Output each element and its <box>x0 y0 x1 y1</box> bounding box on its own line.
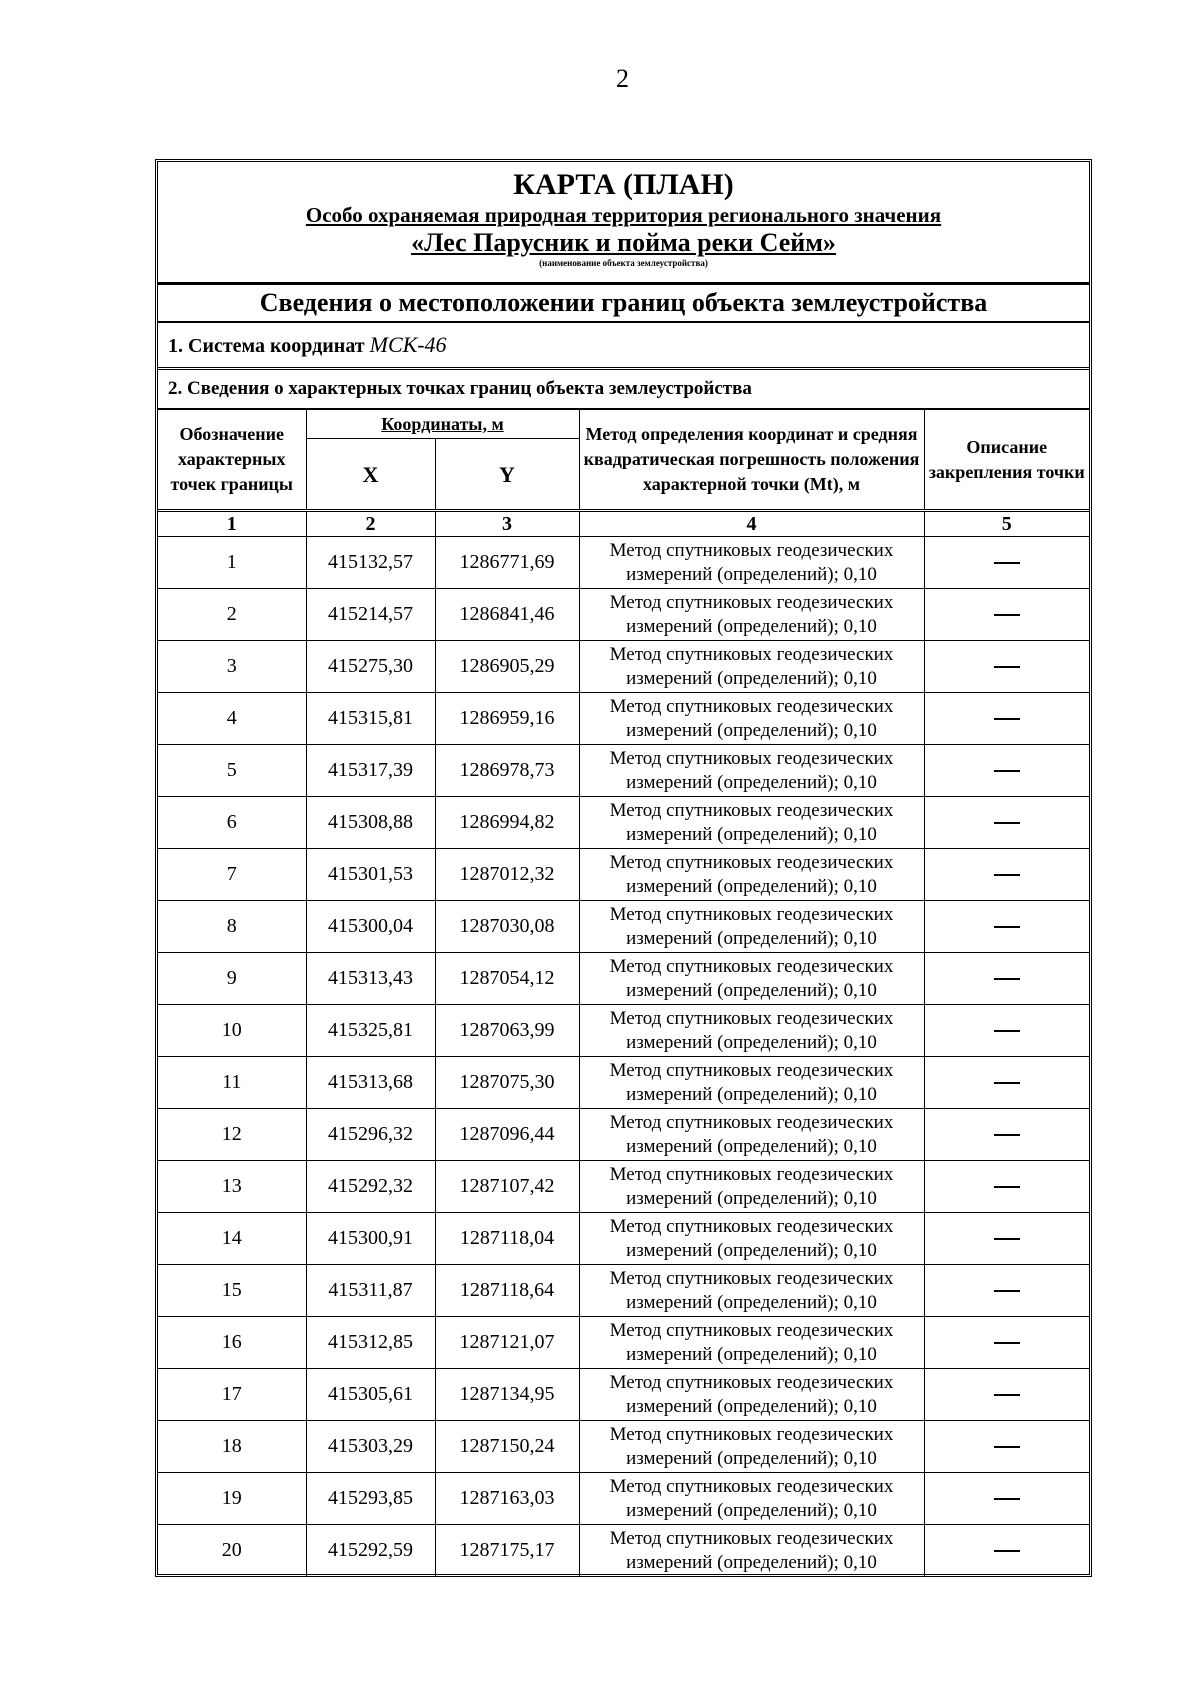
coordinate-x: 415292,59 <box>306 1525 435 1577</box>
point-number: 6 <box>158 797 306 849</box>
column-number: 1 <box>158 511 306 537</box>
method-line: Метод спутниковых геодезических <box>609 643 894 665</box>
method-cell <box>579 1317 924 1369</box>
coordinate-x: 415308,88 <box>306 797 435 849</box>
table-row <box>158 589 1089 641</box>
dash-mark <box>994 614 1020 616</box>
method-cell <box>579 953 924 1005</box>
table-row <box>158 953 1089 1005</box>
table-row <box>158 1525 1089 1577</box>
object-caption: (наименование объекта землеустройства) <box>539 258 708 268</box>
method-cell <box>579 589 924 641</box>
description-cell <box>924 1213 1089 1265</box>
point-number: 2 <box>158 589 306 641</box>
method-cell <box>579 1161 924 1213</box>
dash-mark <box>994 822 1020 824</box>
description-cell <box>924 1265 1089 1317</box>
table-row <box>158 797 1089 849</box>
table-row <box>158 1005 1089 1057</box>
header-x: X <box>306 439 435 511</box>
coordinate-x: 415301,53 <box>306 849 435 901</box>
dash-mark <box>994 1030 1020 1032</box>
point-number: 5 <box>158 745 306 797</box>
table-row <box>158 1369 1089 1421</box>
method-line: Метод спутниковых геодезических <box>609 1007 894 1029</box>
method-line: Метод спутниковых геодезических <box>609 1527 894 1549</box>
method-line: измерений (определений); 0,10 <box>626 1187 877 1209</box>
points-section-title: 2. Сведения о характерных точках границ объекта землеустройства <box>158 370 1089 410</box>
table-row <box>158 1265 1089 1317</box>
coordinate-x: 415214,57 <box>306 589 435 641</box>
section-title: Сведения о местоположении границ объекта землеустройства <box>158 284 1089 323</box>
description-cell <box>924 1473 1089 1525</box>
method-line: измерений (определений); 0,10 <box>626 719 877 741</box>
description-cell <box>924 953 1089 1005</box>
coordinate-x: 415296,32 <box>306 1109 435 1161</box>
coordinate-y: 1287054,12 <box>435 953 579 1005</box>
coordinate-x: 415292,32 <box>306 1161 435 1213</box>
point-number: 20 <box>158 1525 306 1577</box>
dash-mark <box>994 1186 1020 1188</box>
coordinate-x: 415305,61 <box>306 1369 435 1421</box>
method-line: измерений (определений); 0,10 <box>626 823 877 845</box>
method-line: измерений (определений); 0,10 <box>626 771 877 793</box>
coordinate-x: 415300,04 <box>306 901 435 953</box>
method-line: измерений (определений); 0,10 <box>626 927 877 949</box>
method-line: Метод спутниковых геодезических <box>609 903 894 925</box>
header-point: Обозначение характерных точек границы <box>158 410 306 511</box>
point-number: 13 <box>158 1161 306 1213</box>
point-number: 17 <box>158 1369 306 1421</box>
method-cell <box>579 745 924 797</box>
point-number: 12 <box>158 1109 306 1161</box>
point-number: 15 <box>158 1265 306 1317</box>
method-cell <box>579 901 924 953</box>
method-line: измерений (определений); 0,10 <box>626 1395 877 1417</box>
method-cell <box>579 1213 924 1265</box>
coordinate-y: 1287063,99 <box>435 1005 579 1057</box>
table-row <box>158 693 1089 745</box>
description-cell <box>924 1005 1089 1057</box>
method-line: Метод спутниковых геодезических <box>609 1267 894 1289</box>
column-number: 4 <box>579 511 924 537</box>
method-line: измерений (определений); 0,10 <box>626 1447 877 1469</box>
coordinate-y: 1287163,03 <box>435 1473 579 1525</box>
method-line: Метод спутниковых геодезических <box>609 851 894 873</box>
column-number: 2 <box>306 511 435 537</box>
coordinate-x: 415311,87 <box>306 1265 435 1317</box>
object-name: «Лес Парусник и пойма реки Сейм» <box>411 228 836 257</box>
table-row <box>158 849 1089 901</box>
method-line: измерений (определений); 0,10 <box>626 1551 877 1573</box>
description-cell <box>924 745 1089 797</box>
description-cell <box>924 693 1089 745</box>
coordinate-y: 1286994,82 <box>435 797 579 849</box>
method-line: измерений (определений); 0,10 <box>626 615 877 637</box>
method-line: измерений (определений); 0,10 <box>626 979 877 1001</box>
method-line: Метод спутниковых геодезических <box>609 1059 894 1081</box>
point-number: 8 <box>158 901 306 953</box>
method-line: Метод спутниковых геодезических <box>609 1111 894 1133</box>
dash-mark <box>994 1342 1020 1344</box>
coordinate-y: 1286978,73 <box>435 745 579 797</box>
dash-mark <box>994 562 1020 564</box>
table-row <box>158 1473 1089 1525</box>
coordinate-system-value: МСК-46 <box>369 332 447 357</box>
point-number: 4 <box>158 693 306 745</box>
dash-mark <box>994 926 1020 928</box>
description-cell <box>924 1421 1089 1473</box>
dash-mark <box>994 978 1020 980</box>
coordinate-x: 415317,39 <box>306 745 435 797</box>
coordinate-system <box>158 323 1089 370</box>
coordinate-y: 1287175,17 <box>435 1525 579 1577</box>
document-title: КАРТА (ПЛАН) <box>513 168 734 201</box>
dash-mark <box>994 1498 1020 1500</box>
description-cell <box>924 1369 1089 1421</box>
point-number: 3 <box>158 641 306 693</box>
coordinate-y: 1287134,95 <box>435 1369 579 1421</box>
method-line: Метод спутниковых геодезических <box>609 955 894 977</box>
dash-mark <box>994 1394 1020 1396</box>
method-cell <box>579 1369 924 1421</box>
map-header <box>158 162 1089 284</box>
column-number: 3 <box>435 511 579 537</box>
point-number: 7 <box>158 849 306 901</box>
description-cell <box>924 1161 1089 1213</box>
description-cell <box>924 1317 1089 1369</box>
dash-mark <box>994 874 1020 876</box>
table-row <box>158 641 1089 693</box>
coordinate-y: 1287030,08 <box>435 901 579 953</box>
dash-mark <box>994 1290 1020 1292</box>
coordinate-x: 415275,30 <box>306 641 435 693</box>
dash-mark <box>994 1238 1020 1240</box>
header-coords: Координаты, м <box>306 410 579 439</box>
point-number: 10 <box>158 1005 306 1057</box>
description-cell <box>924 901 1089 953</box>
table-row <box>158 1317 1089 1369</box>
coordinate-x: 415303,29 <box>306 1421 435 1473</box>
method-cell <box>579 1109 924 1161</box>
method-cell <box>579 1421 924 1473</box>
table-row <box>158 1421 1089 1473</box>
coordinate-x: 415315,81 <box>306 693 435 745</box>
table-row <box>158 901 1089 953</box>
point-number: 19 <box>158 1473 306 1525</box>
coordinate-x: 415313,43 <box>306 953 435 1005</box>
coordinate-x: 415132,57 <box>306 537 435 589</box>
header-y: Y <box>435 439 579 511</box>
method-line: измерений (определений); 0,10 <box>626 1239 877 1261</box>
coordinate-y: 1287096,44 <box>435 1109 579 1161</box>
method-cell <box>579 1057 924 1109</box>
coordinate-y: 1287075,30 <box>435 1057 579 1109</box>
table-row <box>158 1161 1089 1213</box>
dash-mark <box>994 718 1020 720</box>
dash-mark <box>994 666 1020 668</box>
method-line: Метод спутниковых геодезических <box>609 1215 894 1237</box>
document-frame <box>155 159 1092 1577</box>
coordinate-y: 1287121,07 <box>435 1317 579 1369</box>
method-line: Метод спутниковых геодезических <box>609 1423 894 1445</box>
header-method: Метод определения координат и средняя квадратическая погрешность положения характерной точки (Mt), м <box>579 410 924 511</box>
method-cell <box>579 849 924 901</box>
method-line: Метод спутниковых геодезических <box>609 1371 894 1393</box>
method-line: измерений (определений); 0,10 <box>626 1291 877 1313</box>
header-description: Описание закрепления точки <box>924 410 1089 511</box>
coordinate-y: 1287107,42 <box>435 1161 579 1213</box>
method-line: измерений (определений); 0,10 <box>626 875 877 897</box>
coordinate-y: 1287150,24 <box>435 1421 579 1473</box>
table-row <box>158 1109 1089 1161</box>
method-line: измерений (определений); 0,10 <box>626 1031 877 1053</box>
document-subtitle: Особо охраняемая природная территория регионального значения <box>305 203 942 227</box>
table-row <box>158 1057 1089 1109</box>
table-row <box>158 537 1089 589</box>
method-line: измерений (определений); 0,10 <box>626 667 877 689</box>
method-cell <box>579 1005 924 1057</box>
method-line: Метод спутниковых геодезических <box>609 1163 894 1185</box>
dash-mark <box>994 1082 1020 1084</box>
column-number: 5 <box>924 511 1089 537</box>
description-cell <box>924 797 1089 849</box>
coordinate-x: 415313,68 <box>306 1057 435 1109</box>
coordinate-y: 1286905,29 <box>435 641 579 693</box>
dash-mark <box>994 1446 1020 1448</box>
method-cell <box>579 1525 924 1577</box>
coordinate-x: 415300,91 <box>306 1213 435 1265</box>
method-line: Метод спутниковых геодезических <box>609 799 894 821</box>
description-cell <box>924 849 1089 901</box>
coordinate-x: 415325,81 <box>306 1005 435 1057</box>
description-cell <box>924 537 1089 589</box>
table-row <box>158 745 1089 797</box>
coordinate-y: 1286771,69 <box>435 537 579 589</box>
page-number: 2 <box>616 64 629 93</box>
method-cell <box>579 1473 924 1525</box>
coordinate-y: 1286841,46 <box>435 589 579 641</box>
method-line: Метод спутниковых геодезических <box>609 1319 894 1341</box>
method-cell <box>579 641 924 693</box>
method-line: измерений (определений); 0,10 <box>626 1499 877 1521</box>
method-cell <box>579 537 924 589</box>
description-cell <box>924 1525 1089 1577</box>
coordinate-system-label: 1. Система координат <box>168 335 370 357</box>
method-line: Метод спутниковых геодезических <box>609 539 894 561</box>
dash-mark <box>994 1550 1020 1552</box>
point-number: 9 <box>158 953 306 1005</box>
method-line: Метод спутниковых геодезических <box>609 695 894 717</box>
coordinate-x: 415312,85 <box>306 1317 435 1369</box>
method-cell <box>579 797 924 849</box>
description-cell <box>924 641 1089 693</box>
dash-mark <box>994 770 1020 772</box>
dash-mark <box>994 1134 1020 1136</box>
point-number: 16 <box>158 1317 306 1369</box>
boundary-points-table <box>158 410 1089 1577</box>
method-line: измерений (определений); 0,10 <box>626 1343 877 1365</box>
method-line: измерений (определений); 0,10 <box>626 563 877 585</box>
method-cell <box>579 1265 924 1317</box>
table-body <box>158 537 1089 1577</box>
point-number: 14 <box>158 1213 306 1265</box>
description-cell <box>924 1109 1089 1161</box>
method-line: измерений (определений); 0,10 <box>626 1135 877 1157</box>
point-number: 1 <box>158 537 306 589</box>
point-number: 11 <box>158 1057 306 1109</box>
method-line: Метод спутниковых геодезических <box>609 1475 894 1497</box>
description-cell <box>924 589 1089 641</box>
table-row <box>158 1213 1089 1265</box>
point-number: 18 <box>158 1421 306 1473</box>
coordinate-x: 415293,85 <box>306 1473 435 1525</box>
method-cell <box>579 693 924 745</box>
method-line: Метод спутниковых геодезических <box>609 591 894 613</box>
coordinate-y: 1287012,32 <box>435 849 579 901</box>
description-cell <box>924 1057 1089 1109</box>
method-line: измерений (определений); 0,10 <box>626 1083 877 1105</box>
coordinate-y: 1287118,04 <box>435 1213 579 1265</box>
method-line: Метод спутниковых геодезических <box>609 747 894 769</box>
coordinate-y: 1287118,64 <box>435 1265 579 1317</box>
coordinate-y: 1286959,16 <box>435 693 579 745</box>
